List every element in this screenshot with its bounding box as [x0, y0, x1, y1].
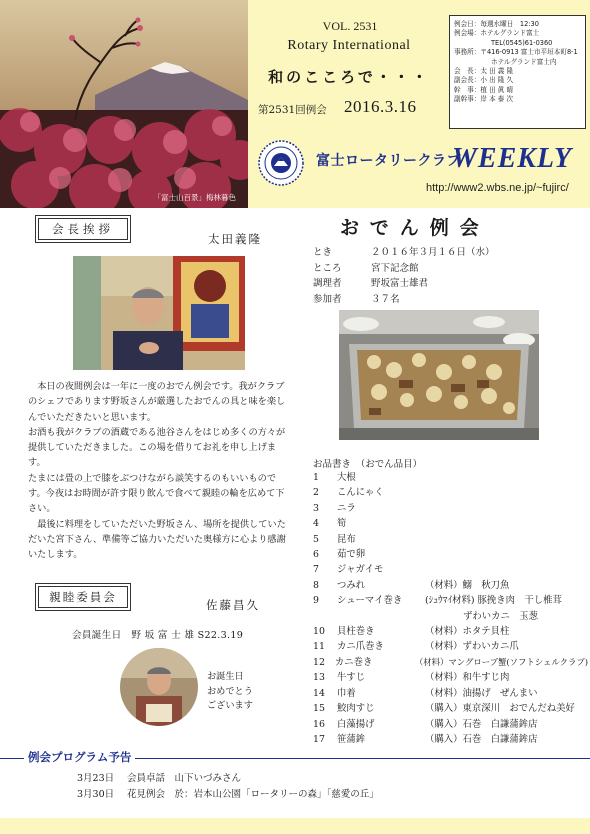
menu-item	[313, 717, 588, 732]
event-detail-value: ３７名	[371, 293, 400, 305]
menu-item	[313, 670, 588, 685]
menu-item-number: 14	[313, 687, 325, 699]
greeting-paragraph: たまには畳の上で膝をぶつけながら談笑するのもいいものです。今夜はお時間が許す限り飲んで食べて親睦の輪を広めて下さい。	[28, 472, 285, 515]
menu-item-number: 9	[313, 595, 319, 607]
event-detail-value: 宮下記念館	[371, 262, 419, 274]
menu-item-name: 貝柱巻き	[337, 626, 375, 638]
event-detail-row	[313, 292, 495, 308]
footer-band	[0, 818, 590, 834]
info-venue: 例会場：ホテルグランド富士	[454, 29, 540, 38]
weekly-title: WEEKLY	[452, 143, 573, 174]
program-preview-title: 例会プログラム予告	[24, 749, 135, 765]
menu-item-number: 4	[313, 518, 319, 530]
program-date: 3月23日	[77, 773, 115, 784]
menu-item-number: 3	[313, 502, 319, 514]
club-name: 富士ロータリークラブ	[316, 153, 461, 169]
menu-item-number: 16	[313, 718, 325, 730]
info-office-sub: ホテルグランド富士内	[491, 57, 557, 66]
president-photo	[73, 256, 245, 370]
event-detail-key: とき	[313, 247, 333, 258]
slogan: 和のこころで・・・	[268, 68, 430, 86]
event-detail-key: 参加者	[313, 293, 342, 305]
menu-title: お品書き （おでん品目）	[313, 459, 423, 470]
menu-item-material: （材料）油揚げ ぜんまい	[425, 687, 538, 699]
menu-item	[313, 732, 588, 747]
menu-item	[313, 624, 588, 639]
info-meeting-day: 例会日：毎週水曜日 12:30	[454, 20, 539, 28]
menu-item	[313, 501, 588, 516]
menu-item	[313, 578, 588, 593]
menu-item-material: （材料）ホタテ貝柱	[425, 626, 510, 638]
event-detail-value: 野坂富士雄君	[371, 278, 429, 289]
menu-item-material: （購入）東京深川 おでんだね美好	[425, 703, 575, 715]
menu-item-name: 大根	[337, 472, 356, 483]
menu-item-number: 15	[313, 703, 325, 715]
menu-item-number: 2	[313, 487, 319, 499]
oden-pot-photo	[339, 310, 539, 440]
event-detail-row	[313, 245, 495, 261]
menu-item-name: 筍	[337, 518, 347, 530]
birthday-message	[207, 670, 253, 714]
info-vice-president: 副会長：小 出 隆 久	[454, 76, 514, 85]
menu-item-material: （購入）石巻 白謙蒲鉾店	[425, 718, 538, 730]
event-title: おでん例会	[340, 217, 490, 239]
menu-item	[313, 547, 588, 562]
menu-item-name: カニ爪巻き	[337, 641, 384, 653]
menu-item	[313, 532, 588, 547]
menu-item-material: （材料）ずわいカニ爪	[425, 641, 519, 653]
menu-item-name: 牛すじ	[337, 672, 366, 684]
menu-item-number: 7	[313, 564, 319, 576]
menu-item	[313, 470, 588, 485]
menu-item-name: カニ巻き	[334, 656, 373, 668]
menu-item-number: 11	[313, 641, 325, 653]
menu-item-name: 巾着	[337, 687, 356, 699]
menu-item-material: （材料）鰯 秋刀魚	[425, 579, 510, 591]
menu-item-material: ずわいカニ 玉葱	[463, 610, 539, 622]
event-detail-row	[313, 261, 495, 277]
greeting-paragraph: お酒も我がクラブの酒蔵である池谷さんをはじめ多くの方々が提供していただきました。この場を借りてお礼を申し上げます。	[28, 426, 286, 469]
menu-item-number: 8	[313, 579, 319, 591]
volume-number: VOL. 2531	[322, 19, 378, 33]
info-secretary: 幹 事：植 田 眞 晴	[454, 85, 514, 94]
birthday-message-line: おめでとう	[207, 685, 253, 697]
program-description: 花見例会 於：岩本山公園「ロータリーの森」「慈愛の丘」	[127, 788, 379, 800]
member-birthday: 会員誕生日 野 坂 富 士 雄 S22.3.19	[72, 630, 244, 641]
birthday-message-line: ございます	[207, 700, 253, 711]
menu-item-number: 6	[313, 549, 319, 561]
program-preview-list	[77, 771, 379, 802]
event-detail-key: 調理者	[313, 278, 342, 289]
program-row	[77, 787, 379, 803]
menu-item-material: （材料）和牛すじ肉	[425, 672, 510, 684]
menu-item	[313, 485, 588, 500]
program-date: 3月30日	[77, 788, 115, 800]
birthday-message-line: お誕生日	[207, 671, 244, 682]
event-detail-value: ２０１６年３月１６日（水）	[371, 247, 495, 258]
event-detail-row	[313, 276, 495, 292]
greeting-paragraph: 本日の夜間例会は一年に一度のおでん例会です。我がクラブのシェフであります野坂さんが厳選したおでんの具と味を楽しんでいただきたいと思います。	[28, 381, 286, 423]
cover-photo-fuji-plum	[0, 0, 248, 208]
event-details	[313, 245, 495, 307]
newsletter-header	[0, 0, 590, 208]
club-website-link[interactable]: http://www2.wbs.ne.jp/~fujirc/	[426, 182, 569, 194]
menu-item-name: 昆布	[337, 533, 356, 545]
menu-item-number: 5	[313, 533, 319, 545]
menu-item-name: シューマイ巻き	[337, 595, 403, 607]
menu-item-name: ニラ	[337, 502, 356, 514]
menu-item-number: 17	[313, 733, 325, 745]
greeting-paragraph: 最後に料理をしていただいた野坂さん、場所を提供していただいた宮下さん、準備等ご協力いただいた奥様方に心より感謝いたします。	[28, 518, 286, 561]
menu-item-name: 茹で卵	[337, 549, 366, 561]
menu-item-number: 10	[313, 626, 325, 638]
meeting-number: 第2531回例会	[258, 104, 327, 116]
info-vice-secretary: 副幹事：岸 本 泰 次	[454, 95, 514, 104]
event-detail-key: ところ	[313, 262, 342, 274]
menu-item	[313, 655, 588, 670]
meeting-date: 2016.3.16	[344, 97, 417, 116]
menu-item	[313, 686, 588, 701]
menu-item-material: （購入）石巻 白謙蒲鉾店	[425, 733, 538, 745]
rotary-international: Rotary International	[287, 38, 411, 53]
menu-item-name: こんにゃく	[337, 487, 384, 499]
menu-item	[313, 516, 588, 531]
menu-item-number: 13	[313, 672, 325, 684]
menu-item	[313, 701, 588, 716]
menu-item-name: 白藻揚げ	[337, 718, 375, 730]
oden-menu-list	[313, 470, 588, 747]
menu-item	[313, 593, 588, 608]
birthday-member-photo	[120, 648, 198, 726]
president-greeting-label: 会長挨拶	[38, 218, 128, 240]
info-office: 事務所：〒416-0913 富士市平垣本町8-1	[454, 48, 578, 57]
president-greeting-text	[28, 379, 286, 563]
social-committee-name: 佐藤昌久	[206, 598, 260, 612]
menu-item-material: (ｼｭｳﾏｲ材料) 豚挽き肉 干し椎茸	[425, 595, 562, 607]
rotary-wheel-logo-icon	[257, 139, 305, 187]
menu-item-name: つみれ	[337, 579, 366, 591]
program-description: 会員卓話 山下いづみさん	[127, 773, 242, 784]
cover-photo-caption: 「富士山百景」梅林暮色	[153, 193, 236, 202]
social-committee-label: 親睦委員会	[38, 586, 128, 608]
info-tel: TEL(0545)61-0360	[491, 38, 553, 47]
program-row	[77, 771, 379, 787]
menu-item-name: 鮫肉すじ	[337, 703, 375, 715]
menu-item	[313, 562, 588, 577]
menu-item-name: 笹蒲鉾	[337, 733, 366, 745]
menu-item-name: ジャガイモ	[337, 564, 384, 576]
menu-item-continued	[313, 609, 588, 624]
menu-item-material: （材料）マングローブ蟹(ソフトシェルクラブ)	[414, 656, 588, 667]
menu-item-number: 12	[313, 656, 325, 668]
menu-item	[313, 639, 588, 654]
president-name: 太田義隆	[208, 232, 262, 246]
menu-item-number: 1	[313, 472, 319, 483]
club-info-box	[449, 15, 586, 129]
info-president: 会 長：太 田 義 隆	[454, 67, 514, 76]
